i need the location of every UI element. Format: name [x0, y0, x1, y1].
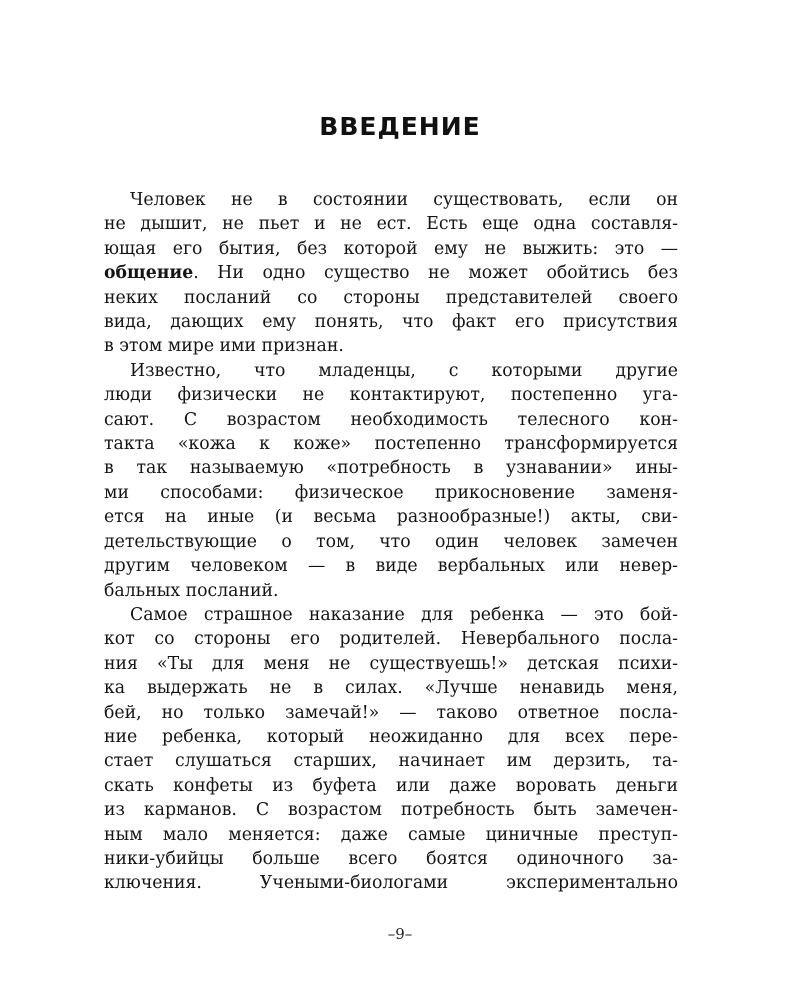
text-line: бей, но только замечай!» — таково ответное посла- — [104, 702, 678, 723]
text-line: Человек не в состоянии существовать, если он — [130, 190, 678, 210]
text-line: люди физически не контактируют, постепенно уга- — [104, 385, 678, 406]
text-line: неких посланий со стороны представителей своего — [104, 287, 678, 308]
text-line: детельствующие о том, что один человек замечен — [104, 531, 678, 552]
text-line: в так называемую «потребность в узнавании» ины- — [104, 458, 678, 479]
text-line: ния «Ты для меня не существуешь!» детская психи- — [104, 653, 678, 674]
text-line: ется на иные (и весьма разнообразные!) акты, сви- — [104, 507, 678, 528]
text-line: из карманов. С возрастом потребность быть замечен- — [104, 800, 678, 821]
chapter-title: ВВЕДЕНИЕ — [319, 112, 481, 141]
text-line: такта «кожа к коже» постепенно трансформируется — [104, 434, 678, 455]
paragraph — [104, 188, 678, 359]
text-line: стает слушаться старших, начинает им дерзить, та- — [104, 751, 678, 772]
page-number: –9– — [387, 925, 413, 943]
text-line — [104, 261, 678, 285]
text-line: другим человеком — в виде вербальных или невер- — [104, 556, 678, 577]
paragraph — [104, 603, 678, 896]
text-line: в этом мире ими признан. — [104, 336, 344, 357]
text-line: ми способами: физическое прикосновение заменя- — [104, 482, 678, 503]
text-line: бальных посланий. — [104, 580, 279, 601]
body-text — [104, 188, 678, 896]
text-line: сают. С возрастом необходимость телесного кон- — [104, 409, 678, 430]
bold-term: общение — [104, 263, 194, 284]
text-line: скать конфеты из буфета или даже воровать деньги — [104, 775, 678, 796]
text-line: Известно, что младенцы, с которыми другие — [130, 360, 678, 381]
text-line: не дышит, не пьет и не ест. Есть еще одна составля- — [104, 214, 678, 235]
text-line: ники-убийцы больше всего боятся одиночного за- — [104, 848, 678, 869]
text-line: кот со стороны его родителей. Невербального посла- — [104, 629, 678, 650]
text-line: ключения. Учеными-биологами экспериментально — [104, 873, 678, 894]
text-line: вида, дающих ему понять, что факт его присутствия — [104, 312, 678, 333]
text-line: ющая его бытия, без которой ему не выжить: это — — [104, 238, 678, 259]
paragraph — [104, 359, 678, 603]
text-line: ка выдержать не в силах. «Лучше ненавидь меня, — [104, 678, 678, 699]
text-line: ние ребенка, который неожиданно для всех пере- — [104, 726, 678, 747]
text-line: Самое страшное наказание для ребенка — это бой- — [130, 604, 678, 625]
text-line: ным мало меняется: даже самые циничные преступ- — [104, 824, 678, 845]
text-fragment: . Ни одно существо не может обойтись без — [193, 263, 678, 284]
